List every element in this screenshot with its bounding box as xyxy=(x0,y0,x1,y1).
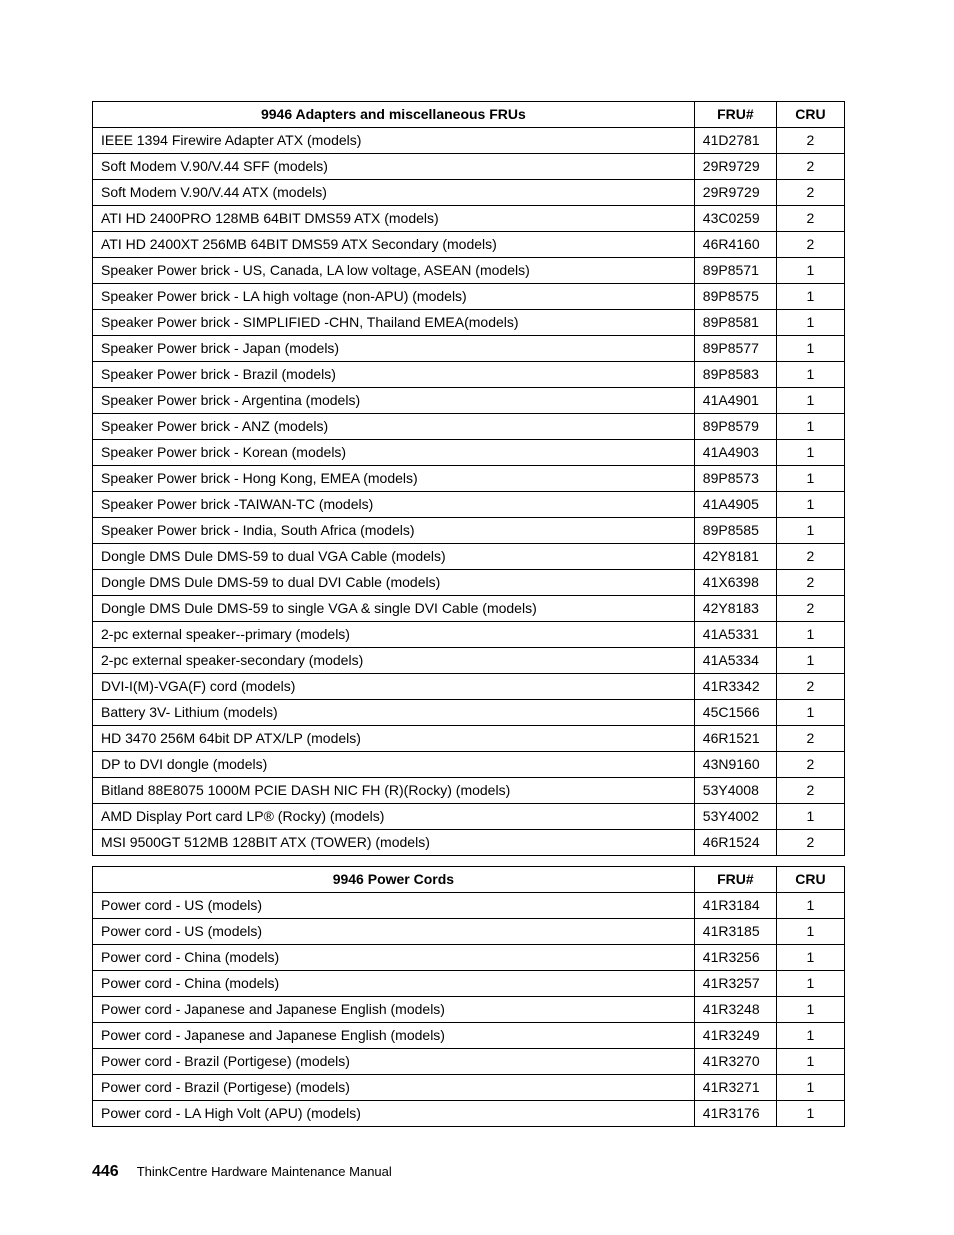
fru-number: 42Y8183 xyxy=(694,596,776,622)
cru-value: 1 xyxy=(776,648,844,674)
table-row xyxy=(93,726,845,752)
page-footer xyxy=(92,1163,392,1187)
cru-value: 1 xyxy=(776,362,844,388)
table-row xyxy=(93,206,845,232)
cru-value: 1 xyxy=(776,518,844,544)
cru-value: 2 xyxy=(776,830,844,856)
fru-number: 41X6398 xyxy=(694,570,776,596)
cru-value: 1 xyxy=(776,1049,844,1075)
fru-number: 41R3342 xyxy=(694,674,776,700)
fru-number: 53Y4002 xyxy=(694,804,776,830)
cru-column-header: CRU xyxy=(776,867,844,893)
table-row xyxy=(93,1101,845,1127)
part-description: Bitland 88E8075 1000M PCIE DASH NIC FH (R)(Rocky) (models) xyxy=(93,778,695,804)
fru-number: 41R3256 xyxy=(694,945,776,971)
table-row xyxy=(93,440,845,466)
part-description: Speaker Power brick - ANZ (models) xyxy=(93,414,695,440)
cru-value: 1 xyxy=(776,258,844,284)
part-description: 2-pc external speaker--primary (models) xyxy=(93,622,695,648)
table-row xyxy=(93,752,845,778)
cru-value: 1 xyxy=(776,284,844,310)
cru-value: 1 xyxy=(776,804,844,830)
part-description: ATI HD 2400XT 256MB 64BIT DMS59 ATX Secondary (models) xyxy=(93,232,695,258)
table-row xyxy=(93,336,845,362)
table-title: 9946 Power Cords xyxy=(93,867,695,893)
fru-column-header: FRU# xyxy=(694,867,776,893)
part-description: 2-pc external speaker-secondary (models) xyxy=(93,648,695,674)
fru-number: 29R9729 xyxy=(694,180,776,206)
table-row xyxy=(93,310,845,336)
part-description: Speaker Power brick - Korean (models) xyxy=(93,440,695,466)
table-row xyxy=(93,570,845,596)
cru-value: 2 xyxy=(776,752,844,778)
part-description: Speaker Power brick - Hong Kong, EMEA (models) xyxy=(93,466,695,492)
manual-title: ThinkCentre Hardware Maintenance Manual xyxy=(136,1164,392,1179)
fru-column-header: FRU# xyxy=(694,102,776,128)
cru-value: 2 xyxy=(776,726,844,752)
cru-value: 2 xyxy=(776,206,844,232)
power-cords-fru-table xyxy=(92,866,845,1127)
cru-value: 1 xyxy=(776,1101,844,1127)
cru-value: 2 xyxy=(776,232,844,258)
part-description: Power cord - Brazil (Portigese) (models) xyxy=(93,1049,695,1075)
table-header-row xyxy=(93,102,845,128)
table-row xyxy=(93,804,845,830)
fru-number: 41R3249 xyxy=(694,1023,776,1049)
fru-number: 29R9729 xyxy=(694,154,776,180)
table-row xyxy=(93,830,845,856)
cords-table-body xyxy=(93,893,845,1127)
table-header-row xyxy=(93,867,845,893)
part-description: Speaker Power brick -TAIWAN-TC (models) xyxy=(93,492,695,518)
fru-number: 41A4901 xyxy=(694,388,776,414)
fru-number: 89P8575 xyxy=(694,284,776,310)
cru-value: 1 xyxy=(776,310,844,336)
fru-number: 89P8581 xyxy=(694,310,776,336)
fru-number: 41R3271 xyxy=(694,1075,776,1101)
table-row xyxy=(93,544,845,570)
cru-value: 2 xyxy=(776,154,844,180)
part-description: Power cord - US (models) xyxy=(93,919,695,945)
cru-value: 1 xyxy=(776,997,844,1023)
part-description: Power cord - US (models) xyxy=(93,893,695,919)
part-description: Power cord - Japanese and Japanese English (models) xyxy=(93,997,695,1023)
table-row xyxy=(93,466,845,492)
fru-number: 41R3270 xyxy=(694,1049,776,1075)
table-row xyxy=(93,1049,845,1075)
fru-number: 41A4905 xyxy=(694,492,776,518)
part-description: Speaker Power brick - US, Canada, LA low voltage, ASEAN (models) xyxy=(93,258,695,284)
part-description: Power cord - Brazil (Portigese) (models) xyxy=(93,1075,695,1101)
part-description: Dongle DMS Dule DMS-59 to single VGA & single DVI Cable (models) xyxy=(93,596,695,622)
cru-value: 1 xyxy=(776,466,844,492)
table-row xyxy=(93,622,845,648)
adapters-fru-table xyxy=(92,101,845,856)
part-description: HD 3470 256M 64bit DP ATX/LP (models) xyxy=(93,726,695,752)
part-description: Dongle DMS Dule DMS-59 to dual DVI Cable (models) xyxy=(93,570,695,596)
table-row xyxy=(93,1023,845,1049)
table-row xyxy=(93,778,845,804)
part-description: Dongle DMS Dule DMS-59 to dual VGA Cable (models) xyxy=(93,544,695,570)
cru-value: 2 xyxy=(776,128,844,154)
fru-number: 89P8577 xyxy=(694,336,776,362)
table-row xyxy=(93,362,845,388)
adapters-table-body xyxy=(93,128,845,856)
part-description: ATI HD 2400PRO 128MB 64BIT DMS59 ATX (models) xyxy=(93,206,695,232)
fru-number: 43C0259 xyxy=(694,206,776,232)
fru-number: 43N9160 xyxy=(694,752,776,778)
cru-value: 1 xyxy=(776,1075,844,1101)
table-row xyxy=(93,258,845,284)
part-description: Battery 3V- Lithium (models) xyxy=(93,700,695,726)
fru-number: 89P8585 xyxy=(694,518,776,544)
table-row xyxy=(93,232,845,258)
part-description: Speaker Power brick - LA high voltage (non-APU) (models) xyxy=(93,284,695,310)
cru-value: 1 xyxy=(776,945,844,971)
part-description: Soft Modem V.90/V.44 SFF (models) xyxy=(93,154,695,180)
cru-value: 1 xyxy=(776,388,844,414)
table-row xyxy=(93,518,845,544)
fru-number: 42Y8181 xyxy=(694,544,776,570)
part-description: Speaker Power brick - SIMPLIFIED -CHN, Thailand EMEA(models) xyxy=(93,310,695,336)
cru-value: 2 xyxy=(776,596,844,622)
cru-value: 1 xyxy=(776,414,844,440)
fru-number: 46R1521 xyxy=(694,726,776,752)
table-row xyxy=(93,596,845,622)
cru-value: 1 xyxy=(776,971,844,997)
table-row xyxy=(93,284,845,310)
fru-number: 45C1566 xyxy=(694,700,776,726)
page-number: 446 xyxy=(92,1163,119,1180)
table-row xyxy=(93,414,845,440)
cru-value: 1 xyxy=(776,622,844,648)
table-row xyxy=(93,128,845,154)
fru-number: 46R1524 xyxy=(694,830,776,856)
part-description: Speaker Power brick - India, South Africa (models) xyxy=(93,518,695,544)
part-description: Soft Modem V.90/V.44 ATX (models) xyxy=(93,180,695,206)
cru-value: 1 xyxy=(776,336,844,362)
fru-number: 41R3176 xyxy=(694,1101,776,1127)
cru-value: 1 xyxy=(776,440,844,466)
part-description: Power cord - China (models) xyxy=(93,945,695,971)
table-row xyxy=(93,919,845,945)
part-description: IEEE 1394 Firewire Adapter ATX (models) xyxy=(93,128,695,154)
table-row xyxy=(93,971,845,997)
fru-number: 89P8571 xyxy=(694,258,776,284)
cru-value: 1 xyxy=(776,893,844,919)
part-description: DVI-I(M)-VGA(F) cord (models) xyxy=(93,674,695,700)
cru-value: 2 xyxy=(776,674,844,700)
fru-number: 41R3184 xyxy=(694,893,776,919)
fru-number: 53Y4008 xyxy=(694,778,776,804)
cru-value: 2 xyxy=(776,544,844,570)
cru-value: 2 xyxy=(776,570,844,596)
fru-number: 41R3257 xyxy=(694,971,776,997)
table-row xyxy=(93,388,845,414)
table-row xyxy=(93,648,845,674)
cru-value: 2 xyxy=(776,180,844,206)
fru-number: 41R3248 xyxy=(694,997,776,1023)
part-description: Speaker Power brick - Argentina (models) xyxy=(93,388,695,414)
cru-value: 1 xyxy=(776,700,844,726)
table-row xyxy=(93,700,845,726)
cru-column-header: CRU xyxy=(776,102,844,128)
part-description: Power cord - Japanese and Japanese English (models) xyxy=(93,1023,695,1049)
fru-number: 41R3185 xyxy=(694,919,776,945)
table-row xyxy=(93,674,845,700)
fru-number: 41A5334 xyxy=(694,648,776,674)
fru-number: 89P8573 xyxy=(694,466,776,492)
fru-number: 46R4160 xyxy=(694,232,776,258)
cru-value: 2 xyxy=(776,778,844,804)
part-description: Speaker Power brick - Japan (models) xyxy=(93,336,695,362)
cru-value: 1 xyxy=(776,919,844,945)
part-description: DP to DVI dongle (models) xyxy=(93,752,695,778)
fru-number: 41D2781 xyxy=(694,128,776,154)
table-row xyxy=(93,492,845,518)
part-description: AMD Display Port card LP® (Rocky) (models) xyxy=(93,804,695,830)
cru-value: 1 xyxy=(776,1023,844,1049)
table-row xyxy=(93,893,845,919)
part-description: Power cord - LA High Volt (APU) (models) xyxy=(93,1101,695,1127)
fru-number: 89P8579 xyxy=(694,414,776,440)
table-title: 9946 Adapters and miscellaneous FRUs xyxy=(93,102,695,128)
table-row xyxy=(93,154,845,180)
part-description: Speaker Power brick - Brazil (models) xyxy=(93,362,695,388)
table-row xyxy=(93,997,845,1023)
cru-value: 1 xyxy=(776,492,844,518)
table-row xyxy=(93,180,845,206)
fru-number: 41A5331 xyxy=(694,622,776,648)
part-description: MSI 9500GT 512MB 128BIT ATX (TOWER) (models) xyxy=(93,830,695,856)
table-row xyxy=(93,945,845,971)
fru-number: 41A4903 xyxy=(694,440,776,466)
fru-number: 89P8583 xyxy=(694,362,776,388)
part-description: Power cord - China (models) xyxy=(93,971,695,997)
table-row xyxy=(93,1075,845,1101)
